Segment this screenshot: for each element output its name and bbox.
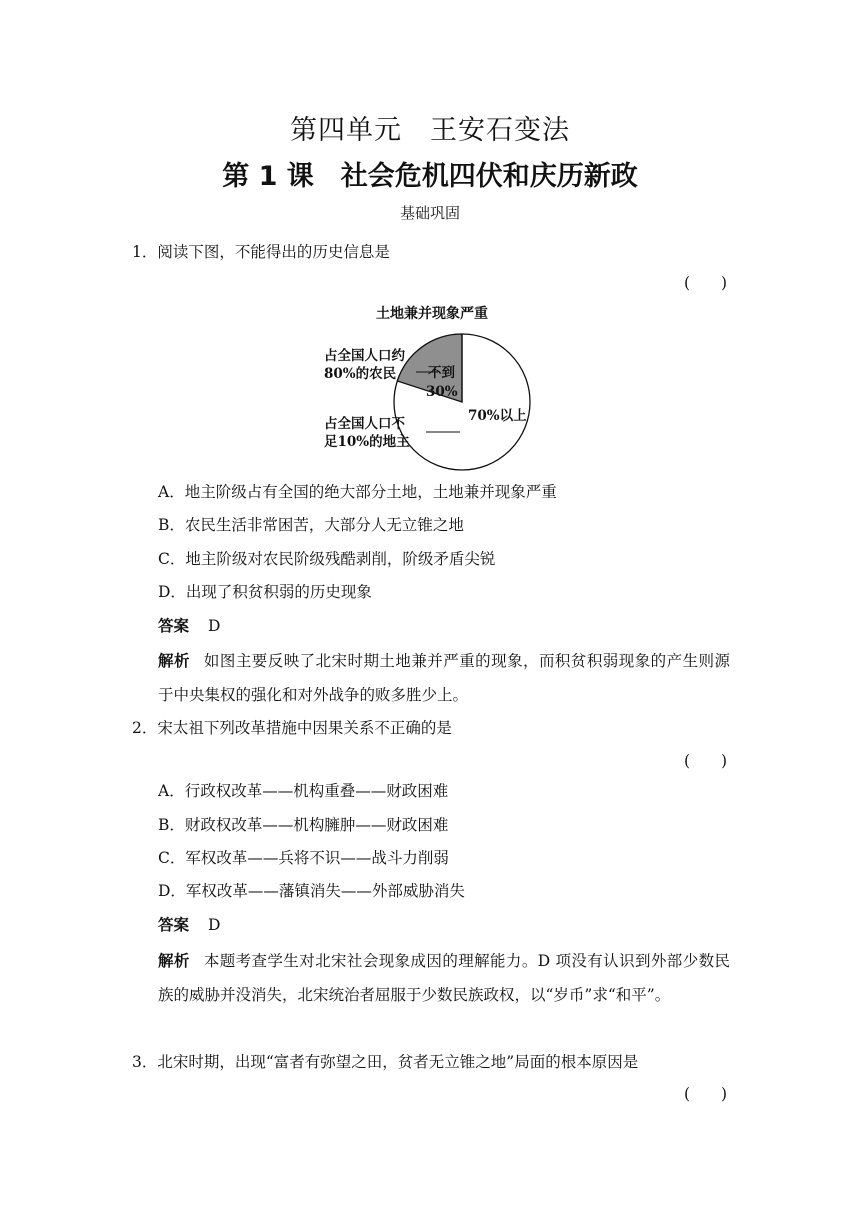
question-1-answer-bracket: ( ) — [684, 274, 728, 292]
landlord-annotation-line1: 占全国人口不 — [324, 416, 405, 432]
question-1-answer — [158, 615, 220, 637]
peasant-annotation-line2: 80%的农民 — [324, 366, 397, 382]
peasant-slice-label-line2: 30% — [426, 384, 458, 400]
pie-chart — [316, 298, 556, 474]
answer-label: 答案 — [158, 916, 190, 934]
question-2-answer — [158, 914, 220, 936]
answer-label: 答案 — [158, 617, 190, 635]
question-3-stem: 3．北宋时期，出现“富者有弥望之田，贫者无立锥之地”局面的根本原因是 — [132, 1053, 639, 1071]
analysis-text: 本题考查学生对北宋社会现象成因的理解能力。D 项没有认识到外部少数民族的威胁并没消失，北宋统治者屈服于少数民族政权，以“岁币”求“和平”。 — [158, 952, 730, 1004]
peasant-slice-label-line1: 不到 — [428, 365, 455, 381]
question-2-analysis — [158, 944, 730, 1012]
analysis-text: 如图主要反映了北宋时期土地兼并严重的现象，而积贫积弱现象的产生则源于中央集权的强化和对外战争的败多胜少上。 — [158, 652, 730, 704]
landlord-annotation-line2: 足10%的地主 — [324, 434, 410, 450]
lesson-title: 第 1 课 社会危机四伏和庆历新政 — [222, 161, 638, 192]
landlord-slice-label: 70%以上 — [468, 408, 527, 424]
chart-title: 土地兼并现象严重 — [376, 306, 488, 322]
peasant-annotation-line1: 占全国人口约 — [324, 348, 405, 364]
analysis-label: 解析 — [158, 652, 190, 670]
question-2-option-a: A．行政权改革——机构重叠——财政困难 — [158, 782, 449, 800]
question-3-answer-bracket: ( ) — [684, 1085, 728, 1103]
question-2-answer-bracket: ( ) — [684, 752, 728, 770]
section-title: 基础巩固 — [399, 204, 460, 222]
analysis-label: 解析 — [158, 952, 190, 970]
question-1-analysis — [158, 644, 730, 712]
question-1-option-b: B．农民生活非常困苦，大部分人无立锥之地 — [158, 516, 464, 534]
answer-value: D — [207, 916, 221, 934]
question-2-option-b: B．财政权改革——机构臃肿——财政困难 — [158, 816, 449, 834]
unit-title: 第四单元 王安石变法 — [290, 115, 570, 146]
question-2-option-c: C．军权改革——兵将不识——战斗力削弱 — [158, 849, 449, 867]
question-1-stem: 1．阅读下图，不能得出的历史信息是 — [132, 243, 390, 261]
question-2-option-d: D．军权改革——藩镇消失——外部威胁消失 — [158, 882, 465, 900]
question-1-option-d: D．出现了积贫积弱的历史现象 — [158, 583, 372, 601]
question-1-option-c: C．地主阶级对农民阶级残酷剥削，阶级矛盾尖锐 — [158, 550, 496, 568]
question-1-option-a: A．地主阶级占有全国的绝大部分土地，土地兼并现象严重 — [158, 483, 557, 501]
answer-value: D — [207, 617, 221, 635]
question-2-stem: 2．宋太祖下列改革措施中因果关系不正确的是 — [132, 719, 452, 737]
